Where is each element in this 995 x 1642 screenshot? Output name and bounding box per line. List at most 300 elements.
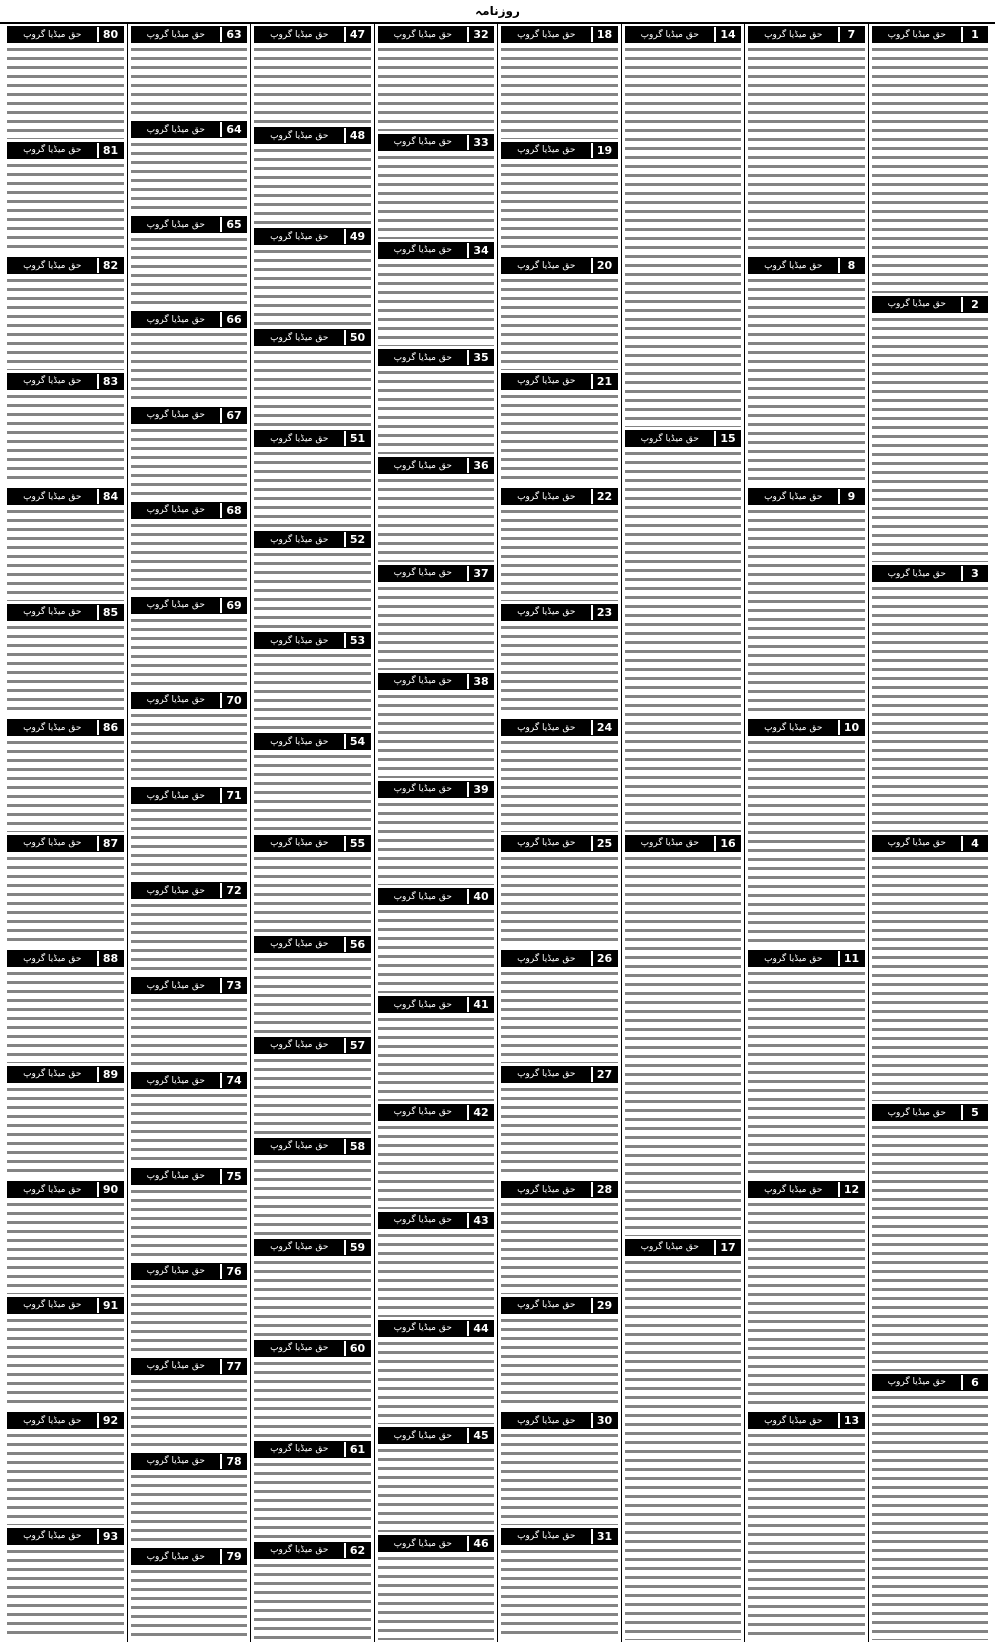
news-item bbox=[625, 430, 742, 831]
news-item-group-label: حق میڈیا گروپ bbox=[379, 1213, 470, 1228]
news-item bbox=[7, 1181, 124, 1294]
news-item-header bbox=[7, 719, 124, 736]
news-item-number: 91 bbox=[99, 1298, 123, 1313]
news-item-number: 78 bbox=[222, 1454, 246, 1469]
news-item-body bbox=[378, 1446, 495, 1532]
news-item bbox=[131, 1072, 248, 1164]
news-item bbox=[131, 121, 248, 213]
news-item-header bbox=[131, 597, 248, 614]
news-item-body bbox=[254, 1056, 371, 1135]
news-item-header bbox=[378, 349, 495, 366]
news-item bbox=[625, 835, 742, 1236]
news-item-number: 36 bbox=[469, 458, 493, 473]
news-item-header bbox=[131, 1453, 248, 1470]
news-item-number: 59 bbox=[346, 1240, 370, 1255]
news-item-group-label: حق میڈیا گروپ bbox=[502, 951, 593, 966]
news-item-group-label: حق میڈیا گروپ bbox=[255, 330, 346, 345]
news-item-body bbox=[131, 1091, 248, 1164]
news-item-body bbox=[378, 45, 495, 131]
news-item-body bbox=[131, 426, 248, 499]
news-item bbox=[131, 1453, 248, 1545]
news-item-body bbox=[254, 247, 371, 326]
news-item bbox=[501, 1066, 618, 1179]
news-item-group-label: حق میڈیا گروپ bbox=[255, 1341, 346, 1356]
news-item-header bbox=[748, 1181, 865, 1198]
news-item-header bbox=[254, 733, 371, 750]
news-item-number: 47 bbox=[346, 27, 370, 42]
news-item-body bbox=[872, 854, 989, 1102]
news-item-number: 55 bbox=[346, 836, 370, 851]
news-item-group-label: حق میڈیا گروپ bbox=[873, 566, 964, 581]
news-item-number: 20 bbox=[593, 258, 617, 273]
news-item-group-label: حق میڈیا گروپ bbox=[502, 1067, 593, 1082]
news-columns bbox=[4, 24, 991, 1642]
news-item-header bbox=[378, 26, 495, 43]
news-item-group-label: حق میڈیا گروپ bbox=[873, 836, 964, 851]
news-item-number: 34 bbox=[469, 243, 493, 258]
news-item bbox=[501, 604, 618, 717]
news-item-body bbox=[625, 854, 742, 1236]
news-item-group-label: حق میڈیا گروپ bbox=[132, 217, 223, 232]
news-item-body bbox=[625, 1258, 742, 1640]
news-item-group-label: حق میڈیا گروپ bbox=[255, 1139, 346, 1154]
news-item-body bbox=[378, 800, 495, 886]
news-item-body bbox=[7, 161, 124, 255]
news-item bbox=[7, 488, 124, 601]
news-item-number: 15 bbox=[716, 431, 740, 446]
news-item-header bbox=[254, 430, 371, 447]
news-item-number: 7 bbox=[840, 27, 864, 42]
news-item-body bbox=[501, 45, 618, 139]
news-item-number: 39 bbox=[469, 782, 493, 797]
news-item-header bbox=[254, 632, 371, 649]
news-item-body bbox=[254, 752, 371, 831]
news-item-body bbox=[254, 45, 371, 124]
news-item-header bbox=[7, 142, 124, 159]
news-item-number: 83 bbox=[99, 374, 123, 389]
news-item-group-label: حق میڈیا گروپ bbox=[132, 1359, 223, 1374]
news-item-header bbox=[254, 1340, 371, 1357]
news-item bbox=[378, 26, 495, 131]
news-item bbox=[254, 1239, 371, 1337]
news-item-body bbox=[748, 969, 865, 1178]
news-item-body bbox=[7, 1547, 124, 1641]
news-item bbox=[378, 1535, 495, 1640]
news-item bbox=[501, 142, 618, 255]
news-item bbox=[131, 692, 248, 784]
news-item-header bbox=[501, 488, 618, 505]
news-item-group-label: حق میڈیا گروپ bbox=[502, 605, 593, 620]
news-item-number: 51 bbox=[346, 431, 370, 446]
news-item-body bbox=[872, 584, 989, 832]
news-item-body bbox=[748, 507, 865, 716]
news-item bbox=[7, 835, 124, 948]
news-item-group-label: حق میڈیا گروپ bbox=[8, 27, 99, 42]
news-item-number: 49 bbox=[346, 229, 370, 244]
news-item-body bbox=[501, 1316, 618, 1410]
news-item-header bbox=[131, 977, 248, 994]
news-item-number: 6 bbox=[963, 1375, 987, 1390]
news-item-number: 1 bbox=[963, 27, 987, 42]
news-item-number: 74 bbox=[222, 1073, 246, 1088]
news-item-header bbox=[7, 488, 124, 505]
news-item bbox=[501, 719, 618, 832]
news-item bbox=[254, 430, 371, 528]
news-item-group-label: حق میڈیا گروپ bbox=[379, 1428, 470, 1443]
news-item bbox=[254, 1441, 371, 1539]
news-item-header bbox=[872, 26, 989, 43]
news-item-group-label: حق میڈیا گروپ bbox=[132, 693, 223, 708]
news-item-header bbox=[378, 781, 495, 798]
news-item-number: 52 bbox=[346, 532, 370, 547]
news-item bbox=[748, 1412, 865, 1640]
news-item-body bbox=[131, 1187, 248, 1260]
news-item-group-label: حق میڈیا گروپ bbox=[379, 1105, 470, 1120]
news-item bbox=[254, 329, 371, 427]
news-item-header bbox=[131, 26, 248, 43]
news-item bbox=[254, 1542, 371, 1640]
news-item-header bbox=[501, 604, 618, 621]
news-item-group-label: حق میڈیا گروپ bbox=[255, 836, 346, 851]
news-item bbox=[872, 1374, 989, 1641]
news-item-group-label: حق میڈیا گروپ bbox=[626, 836, 717, 851]
news-item-group-label: حق میڈیا گروپ bbox=[873, 297, 964, 312]
news-item-header bbox=[748, 719, 865, 736]
news-item bbox=[378, 781, 495, 886]
news-item bbox=[254, 1138, 371, 1236]
news-item-body bbox=[378, 153, 495, 239]
news-item-header bbox=[131, 1168, 248, 1185]
news-item-body bbox=[131, 1567, 248, 1640]
news-item-group-label: حق میڈیا گروپ bbox=[502, 258, 593, 273]
news-item-group-label: حق میڈیا گروپ bbox=[626, 27, 717, 42]
news-item-header bbox=[254, 26, 371, 43]
news-item-header bbox=[872, 835, 989, 852]
news-item-number: 32 bbox=[469, 27, 493, 42]
news-item bbox=[378, 888, 495, 993]
news-item bbox=[7, 604, 124, 717]
news-item-group-label: حق میڈیا گروپ bbox=[502, 374, 593, 389]
news-item-number: 57 bbox=[346, 1038, 370, 1053]
news-item-number: 41 bbox=[469, 997, 493, 1012]
news-item bbox=[131, 1168, 248, 1260]
news-item-body bbox=[7, 276, 124, 370]
news-item-group-label: حق میڈیا گروپ bbox=[132, 1073, 223, 1088]
news-item-body bbox=[254, 1359, 371, 1438]
news-item-header bbox=[254, 1138, 371, 1155]
news-item-body bbox=[378, 1015, 495, 1101]
news-item-group-label: حق میڈیا گروپ bbox=[132, 883, 223, 898]
news-item-body bbox=[501, 1431, 618, 1525]
news-item-group-label: حق میڈیا گروپ bbox=[132, 1264, 223, 1279]
news-item-body bbox=[131, 330, 248, 403]
news-item bbox=[872, 1104, 989, 1371]
news-item-number: 53 bbox=[346, 633, 370, 648]
news-item-header bbox=[254, 228, 371, 245]
news-item-group-label: حق میڈیا گروپ bbox=[502, 836, 593, 851]
news-item-body bbox=[501, 392, 618, 486]
news-item-number: 50 bbox=[346, 330, 370, 345]
news-item bbox=[501, 1412, 618, 1525]
news-item-body bbox=[378, 1339, 495, 1425]
news-item-header bbox=[254, 936, 371, 953]
news-item-body bbox=[625, 449, 742, 831]
news-item-header bbox=[501, 373, 618, 390]
news-item-group-label: حق میڈیا گروپ bbox=[132, 788, 223, 803]
news-item-group-label: حق میڈیا گروپ bbox=[873, 1375, 964, 1390]
news-item bbox=[501, 488, 618, 601]
news-item-header bbox=[131, 1548, 248, 1565]
news-item-group-label: حق میڈیا گروپ bbox=[379, 782, 470, 797]
news-item bbox=[378, 242, 495, 347]
news-column bbox=[868, 24, 992, 1642]
news-item-number: 31 bbox=[593, 1529, 617, 1544]
news-item-header bbox=[625, 835, 742, 852]
news-item-body bbox=[7, 854, 124, 948]
news-item-group-label: حق میڈیا گروپ bbox=[8, 836, 99, 851]
news-item-header bbox=[501, 835, 618, 852]
news-item-header bbox=[254, 127, 371, 144]
news-item-body bbox=[378, 907, 495, 993]
news-item-body bbox=[7, 1316, 124, 1410]
news-column bbox=[744, 24, 868, 1642]
news-item-number: 24 bbox=[593, 720, 617, 735]
news-item-group-label: حق میڈیا گروپ bbox=[8, 951, 99, 966]
news-item bbox=[254, 26, 371, 124]
news-item bbox=[378, 1427, 495, 1532]
news-item-group-label: حق میڈیا گروپ bbox=[255, 1442, 346, 1457]
news-item-body bbox=[254, 550, 371, 629]
news-item bbox=[254, 632, 371, 730]
news-item-group-label: حق میڈیا گروپ bbox=[132, 598, 223, 613]
news-item bbox=[501, 1297, 618, 1410]
news-item-body bbox=[748, 276, 865, 485]
news-item-number: 81 bbox=[99, 143, 123, 158]
news-item-header bbox=[748, 1412, 865, 1429]
news-item bbox=[748, 257, 865, 485]
news-item-body bbox=[378, 1123, 495, 1209]
news-item-group-label: حق میڈیا گروپ bbox=[132, 408, 223, 423]
news-item-group-label: حق میڈیا گروپ bbox=[379, 27, 470, 42]
news-item-body bbox=[131, 521, 248, 594]
news-item-header bbox=[131, 121, 248, 138]
news-item-number: 65 bbox=[222, 217, 246, 232]
news-item-group-label: حق میڈیا گروپ bbox=[8, 1298, 99, 1313]
news-item-header bbox=[7, 26, 124, 43]
news-item-group-label: حق میڈیا گروپ bbox=[8, 143, 99, 158]
news-item bbox=[254, 127, 371, 225]
news-item-group-label: حق میڈیا گروپ bbox=[8, 605, 99, 620]
news-item bbox=[501, 1181, 618, 1294]
news-item-group-label: حق میڈیا گروپ bbox=[132, 312, 223, 327]
news-item-header bbox=[378, 242, 495, 259]
news-item bbox=[378, 1320, 495, 1425]
news-item-group-label: حق میڈیا گروپ bbox=[255, 734, 346, 749]
news-item bbox=[131, 216, 248, 308]
news-item-header bbox=[378, 1104, 495, 1121]
news-item-number: 61 bbox=[346, 1442, 370, 1457]
news-item-header bbox=[378, 1320, 495, 1337]
news-item-number: 12 bbox=[840, 1182, 864, 1197]
news-item-header bbox=[378, 673, 495, 690]
news-item bbox=[378, 1212, 495, 1317]
news-item-header bbox=[501, 26, 618, 43]
news-item-body bbox=[131, 1282, 248, 1355]
news-item-header bbox=[131, 216, 248, 233]
news-item bbox=[254, 228, 371, 326]
news-item-body bbox=[378, 476, 495, 562]
news-item-group-label: حق میڈیا گروپ bbox=[749, 720, 840, 735]
news-item bbox=[378, 1104, 495, 1209]
news-item-body bbox=[254, 1258, 371, 1337]
news-item-number: 85 bbox=[99, 605, 123, 620]
news-item-number: 60 bbox=[346, 1341, 370, 1356]
news-item-header bbox=[7, 257, 124, 274]
news-item bbox=[131, 407, 248, 499]
news-item-group-label: حق میڈیا گروپ bbox=[379, 997, 470, 1012]
news-item-number: 56 bbox=[346, 937, 370, 952]
news-item-group-label: حق میڈیا گروپ bbox=[502, 27, 593, 42]
news-item-number: 3 bbox=[963, 566, 987, 581]
news-item-body bbox=[378, 1231, 495, 1317]
news-item-group-label: حق میڈیا گروپ bbox=[502, 1413, 593, 1428]
news-item-body bbox=[7, 738, 124, 832]
news-item-number: 13 bbox=[840, 1413, 864, 1428]
news-item-group-label: حق میڈیا گروپ bbox=[749, 258, 840, 273]
news-item-group-label: حق میڈیا گروپ bbox=[255, 1038, 346, 1053]
news-item bbox=[254, 1340, 371, 1438]
news-item bbox=[872, 296, 989, 563]
news-item-header bbox=[501, 1066, 618, 1083]
news-item-header bbox=[378, 565, 495, 582]
news-item-header bbox=[7, 1528, 124, 1545]
news-item-group-label: حق میڈیا گروپ bbox=[8, 1413, 99, 1428]
news-item-group-label: حق میڈیا گروپ bbox=[626, 431, 717, 446]
news-item-header bbox=[501, 1528, 618, 1545]
news-item-header bbox=[378, 1535, 495, 1552]
news-item-group-label: حق میڈیا گروپ bbox=[502, 720, 593, 735]
news-item bbox=[131, 787, 248, 879]
news-item-body bbox=[254, 1157, 371, 1236]
news-item-number: 37 bbox=[469, 566, 493, 581]
news-item bbox=[872, 565, 989, 832]
news-item-header bbox=[872, 1374, 989, 1391]
news-item-group-label: حق میڈیا گروپ bbox=[255, 1240, 346, 1255]
news-item-body bbox=[131, 996, 248, 1069]
news-item bbox=[254, 936, 371, 1034]
news-item-body bbox=[378, 261, 495, 347]
news-item-body bbox=[7, 969, 124, 1063]
news-item-body bbox=[501, 276, 618, 370]
news-item-group-label: حق میڈیا گروپ bbox=[255, 431, 346, 446]
news-item-group-label: حق میڈیا گروپ bbox=[8, 720, 99, 735]
news-item-number: 75 bbox=[222, 1169, 246, 1184]
news-item bbox=[501, 1528, 618, 1641]
news-item-header bbox=[872, 1104, 989, 1121]
news-column bbox=[374, 24, 498, 1642]
news-item bbox=[501, 26, 618, 139]
news-item-number: 92 bbox=[99, 1413, 123, 1428]
news-item-header bbox=[748, 26, 865, 43]
news-item bbox=[7, 26, 124, 139]
news-item-number: 21 bbox=[593, 374, 617, 389]
news-item-group-label: حق میڈیا گروپ bbox=[8, 374, 99, 389]
news-item-group-label: حق میڈیا گروپ bbox=[379, 135, 470, 150]
news-item-group-label: حق میڈیا گروپ bbox=[502, 489, 593, 504]
news-item-group-label: حق میڈیا گروپ bbox=[255, 229, 346, 244]
news-item bbox=[378, 349, 495, 454]
news-item-body bbox=[501, 623, 618, 717]
news-item bbox=[748, 719, 865, 947]
news-column bbox=[250, 24, 374, 1642]
news-item bbox=[131, 882, 248, 974]
news-item-header bbox=[131, 882, 248, 899]
news-item-body bbox=[7, 623, 124, 717]
news-item-body bbox=[501, 161, 618, 255]
news-item-body bbox=[501, 969, 618, 1063]
news-item-group-label: حق میڈیا گروپ bbox=[502, 1529, 593, 1544]
news-item-body bbox=[254, 348, 371, 427]
news-item-body bbox=[378, 692, 495, 778]
news-item-group-label: حق میڈیا گروپ bbox=[873, 1105, 964, 1120]
news-item bbox=[254, 733, 371, 831]
news-item-number: 69 bbox=[222, 598, 246, 613]
news-item-group-label: حق میڈیا گروپ bbox=[749, 1182, 840, 1197]
news-item-number: 84 bbox=[99, 489, 123, 504]
news-item bbox=[131, 1263, 248, 1355]
news-item-group-label: حق میڈیا گروپ bbox=[8, 1182, 99, 1197]
news-item bbox=[501, 950, 618, 1063]
news-item-number: 19 bbox=[593, 143, 617, 158]
news-item-body bbox=[254, 449, 371, 528]
news-item-number: 79 bbox=[222, 1549, 246, 1564]
news-item-group-label: حق میڈیا گروپ bbox=[132, 1454, 223, 1469]
news-item bbox=[7, 1066, 124, 1179]
news-item-body bbox=[378, 1554, 495, 1640]
news-item-number: 43 bbox=[469, 1213, 493, 1228]
news-item-header bbox=[254, 1441, 371, 1458]
news-item bbox=[748, 26, 865, 254]
news-item-number: 38 bbox=[469, 674, 493, 689]
news-item-header bbox=[7, 1181, 124, 1198]
news-item-group-label: حق میڈیا گروپ bbox=[379, 350, 470, 365]
news-item-number: 46 bbox=[469, 1536, 493, 1551]
news-item-group-label: حق میڈیا گروپ bbox=[255, 532, 346, 547]
news-item-number: 28 bbox=[593, 1182, 617, 1197]
news-item-group-label: حق میڈیا گروپ bbox=[255, 27, 346, 42]
news-item-number: 18 bbox=[593, 27, 617, 42]
news-item-body bbox=[131, 711, 248, 784]
news-item-body bbox=[378, 368, 495, 454]
news-item-number: 73 bbox=[222, 978, 246, 993]
news-item-number: 40 bbox=[469, 889, 493, 904]
news-item-group-label: حق میڈیا گروپ bbox=[8, 489, 99, 504]
news-item-number: 54 bbox=[346, 734, 370, 749]
news-item-number: 8 bbox=[840, 258, 864, 273]
news-item-body bbox=[7, 1085, 124, 1179]
news-item-group-label: حق میڈیا گروپ bbox=[132, 1169, 223, 1184]
news-item-body bbox=[501, 507, 618, 601]
news-item-number: 14 bbox=[716, 27, 740, 42]
news-item-body bbox=[7, 392, 124, 486]
news-item-header bbox=[501, 257, 618, 274]
news-item bbox=[7, 950, 124, 1063]
news-item-body bbox=[748, 1431, 865, 1640]
news-item-header bbox=[7, 1066, 124, 1083]
news-item-body bbox=[7, 507, 124, 601]
news-item-body bbox=[254, 651, 371, 730]
news-item-body bbox=[872, 315, 989, 563]
